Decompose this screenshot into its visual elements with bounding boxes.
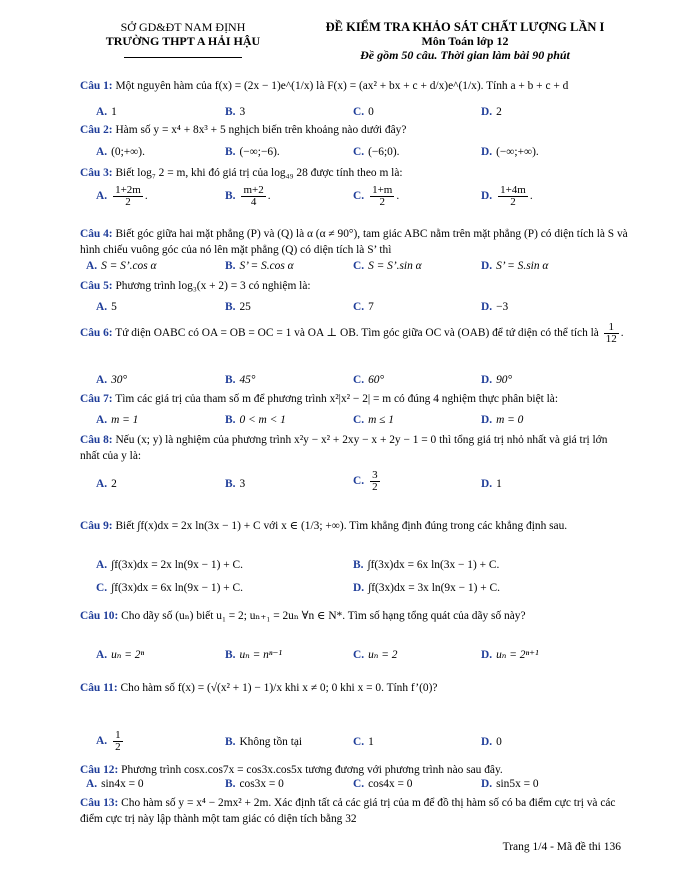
- option-label: B.: [225, 736, 236, 748]
- question-text: Tìm các giá trị của tham số m để phương trình x²|x² − 2| = m có đúng 4 nghiệm thực phân biệt là:: [115, 393, 559, 405]
- question-2: [80, 124, 628, 137]
- option-a[interactable]: [86, 259, 157, 273]
- question-13: [80, 795, 628, 827]
- exam-title: ĐỀ KIỂM TRA KHẢO SÁT CHẤT LƯỢNG LẦN I: [325, 20, 605, 34]
- option-text: 60°: [368, 374, 385, 386]
- option-label: D.: [481, 374, 493, 386]
- question-text: Biết góc giữa hai mặt phẳng (P) và (Q) là α (α ≠ 90°), tam giác ABC nằm trên mặt phẳng (P) có diện tích là S và hình chiếu vuông góc của nó lên mặt phẳng (Q) có diện tích là S’ thì: [80, 228, 628, 256]
- option-text: cos4x = 0: [368, 778, 413, 790]
- fraction-numerator: m+2: [243, 184, 264, 196]
- option-c[interactable]: [353, 777, 412, 791]
- question-text: Một nguyên hàm của f(x) = (2x − 1)e^(1/x) là F(x) = (ax² + bx + c + d/x)e^(1/x). Tính a + b + c + d: [115, 80, 569, 92]
- option-label: C.: [353, 146, 365, 158]
- option-text: S = S’.cos α: [101, 260, 157, 272]
- question-9: [80, 513, 628, 540]
- option-label: A.: [96, 190, 108, 203]
- option-text: 30°: [111, 374, 128, 386]
- option-text: S’ = S.cos α: [239, 260, 294, 272]
- option-text: 1: [111, 106, 117, 118]
- question-1: [80, 80, 628, 93]
- option-label: D.: [481, 106, 493, 118]
- option-b[interactable]: [225, 105, 245, 119]
- option-b[interactable]: [225, 300, 251, 314]
- option-a[interactable]: [96, 477, 117, 491]
- option-label: C.: [353, 106, 365, 118]
- question-label: Câu 6:: [80, 327, 113, 340]
- option-label: A.: [96, 146, 108, 158]
- option-b[interactable]: B. $\frac{m+2}{4}$ .: [225, 184, 271, 208]
- fraction-denominator: 12: [605, 333, 617, 345]
- option-a[interactable]: [96, 105, 117, 119]
- option-label: B.: [225, 478, 236, 490]
- option-text: (−6;0).: [368, 146, 400, 158]
- option-c[interactable]: [353, 735, 374, 749]
- question-label: Câu 5:: [80, 280, 113, 292]
- option-label: B.: [225, 414, 236, 426]
- option-fraction: [370, 185, 394, 208]
- option-label: C.: [353, 190, 365, 203]
- volume-fraction: [604, 322, 619, 345]
- question-text: Biết log₇ 2 = m, khi đó giá trị của log₄₉ 28 được tính theo m là:: [115, 167, 403, 179]
- option-b[interactable]: [225, 259, 294, 273]
- option-text: 45°: [239, 374, 256, 386]
- option-label: A.: [96, 414, 108, 426]
- option-label: C.: [353, 374, 365, 386]
- option-text: ∫f(3x)dx = 6x ln(9x − 1) + C.: [111, 582, 243, 594]
- question-text: Nếu (x; y) là nghiệm của phương trình x²y − x² + 2xy − x + 2y − 1 = 0 thì tổng giá trị nhỏ nhất và giá trị lớn nhất của y là:: [80, 434, 608, 462]
- option-label: C.: [353, 778, 365, 790]
- option-b[interactable]: [225, 413, 286, 427]
- option-text: 5: [111, 301, 117, 313]
- option-text: uₙ = 2ⁿ⁺¹: [496, 649, 539, 661]
- option-label: D.: [353, 582, 365, 594]
- option-text: 0: [496, 736, 502, 748]
- option-c[interactable]: [353, 259, 422, 273]
- option-b[interactable]: [225, 373, 255, 387]
- option-label: B.: [225, 146, 236, 158]
- question-3: [80, 167, 628, 180]
- option-label: C.: [353, 649, 365, 661]
- question-label: Câu 2:: [80, 124, 113, 136]
- option-label: C.: [353, 475, 365, 488]
- option-text: 0: [368, 106, 374, 118]
- option-text: sin5x = 0: [496, 778, 539, 790]
- option-a[interactable]: A. $\frac{1+2m}{2}$ .: [96, 184, 148, 208]
- question-6: Câu 6: Tứ diện OABC có OA = OB = OC = 1 và OA ⊥ OB. Tìm góc giữa OC và (OAB) để tứ diện có thể tích là $\frac{1}{12}$ .: [80, 321, 624, 345]
- question-text: Cho dãy số (uₙ) biết u₁ = 2; uₙ₊₁ = 2uₙ ∀n ∈ N*. Tìm số hạng tổng quát của dãy số này?: [121, 610, 526, 622]
- option-label: B.: [225, 260, 236, 272]
- option-text: (−∞;−6).: [239, 146, 280, 158]
- option-c[interactable]: [353, 145, 400, 159]
- option-c[interactable]: C. $\frac{1+m}{2}$ .: [353, 184, 400, 208]
- option-text: 2: [496, 106, 502, 118]
- question-label: Câu 8:: [80, 434, 113, 446]
- option-b[interactable]: [225, 477, 245, 491]
- question-label: Câu 1:: [80, 80, 113, 92]
- fraction-numerator: 1+2m: [115, 184, 141, 196]
- option-text: 3: [239, 106, 246, 118]
- option-text: sin4x = 0: [101, 778, 144, 790]
- option-fraction: [113, 730, 123, 753]
- page-footer: Trang 1/4 - Mã đề thi 136: [502, 841, 621, 853]
- fraction-denominator: 2: [125, 196, 131, 208]
- header-left: [78, 20, 288, 58]
- fraction-denominator: 4: [250, 196, 257, 208]
- option-text: ∫f(3x)dx = 6x ln(3x − 1) + C.: [367, 559, 500, 571]
- fraction-numerator: 1: [604, 322, 619, 334]
- option-d[interactable]: [481, 735, 502, 749]
- option-text: m ≤ 1: [368, 414, 394, 426]
- option-d[interactable]: D. $\frac{1+4m}{2}$ .: [481, 184, 533, 208]
- question-text: Tứ diện OABC có OA = OB = OC = 1 và OA ⊥ OB. Tìm góc giữa OC và (OAB) để tứ diện có thể tích là: [115, 327, 599, 340]
- option-label: B.: [225, 301, 236, 313]
- option-text: (−∞;+∞).: [496, 146, 539, 158]
- option-c[interactable]: [353, 105, 374, 119]
- option-label: B.: [225, 649, 236, 661]
- question-label: Câu 3:: [80, 167, 113, 179]
- option-text: S = S’.sin α: [368, 260, 422, 272]
- fraction-numerator: 1+m: [372, 184, 393, 196]
- option-label: D.: [481, 736, 493, 748]
- option-c[interactable]: [353, 648, 397, 662]
- option-label: C.: [353, 260, 365, 272]
- option-c[interactable]: [96, 581, 243, 595]
- option-c[interactable]: [353, 470, 382, 493]
- question-text: Phương trình cosx.cos7x = cos3x.cos5x tương đương với phương trình nào sau đây.: [121, 764, 503, 776]
- option-label: D.: [481, 190, 493, 203]
- option-d[interactable]: [481, 300, 508, 314]
- option-label: A.: [96, 649, 108, 661]
- option-a[interactable]: [96, 730, 125, 753]
- option-label: A.: [96, 106, 108, 118]
- option-label: A.: [96, 735, 108, 748]
- option-d[interactable]: [481, 413, 523, 427]
- option-b[interactable]: [225, 735, 302, 749]
- option-d[interactable]: [481, 777, 539, 791]
- department-name: SỞ GD&ĐT NAM ĐỊNH: [120, 20, 246, 34]
- option-text: 1: [496, 478, 502, 490]
- option-a[interactable]: [96, 145, 145, 159]
- option-text: Không tồn tại: [239, 736, 303, 748]
- question-label: Câu 9:: [80, 520, 113, 532]
- option-label: B.: [353, 559, 364, 571]
- option-b[interactable]: [225, 648, 282, 662]
- option-c[interactable]: [353, 413, 394, 427]
- question-label: Câu 10:: [80, 610, 119, 622]
- option-text: −3: [496, 301, 509, 313]
- option-label: C.: [353, 736, 365, 748]
- header-divider: [124, 57, 242, 58]
- option-a[interactable]: [86, 777, 144, 791]
- option-text: uₙ = nⁿ⁻¹: [239, 649, 282, 661]
- option-c[interactable]: [353, 300, 374, 314]
- option-label: A.: [86, 778, 98, 790]
- question-text: Biết ∫f(x)dx = 2x ln(3x − 1) + C với x ∈ (1/3; +∞). Tìm khẳng định đúng trong các khẳng định sau.: [115, 520, 568, 532]
- option-label: B.: [225, 778, 236, 790]
- option-text: m = 1: [111, 414, 139, 426]
- question-label: Câu 12:: [80, 764, 119, 776]
- option-text: S’ = S.sin α: [496, 260, 549, 272]
- option-d[interactable]: [481, 648, 538, 662]
- option-d[interactable]: [353, 581, 500, 595]
- option-fraction: [370, 470, 380, 493]
- school-name: TRƯỜNG THPT A HẢI HẬU: [105, 34, 261, 48]
- option-label: B.: [225, 190, 236, 203]
- question-8: [80, 432, 628, 464]
- option-a[interactable]: [96, 558, 243, 572]
- option-text: 2: [111, 478, 117, 490]
- option-label: D.: [481, 778, 493, 790]
- exam-info: Đề gồm 50 câu. Thời gian làm bài 90 phút: [360, 48, 570, 62]
- option-text: 0 < m < 1: [239, 414, 286, 426]
- option-c[interactable]: [353, 373, 384, 387]
- option-label: D.: [481, 301, 493, 313]
- option-d[interactable]: [481, 145, 539, 159]
- option-b[interactable]: [353, 558, 499, 572]
- fraction-denominator: 2: [510, 196, 516, 208]
- option-label: C.: [353, 301, 365, 313]
- option-fraction: [241, 185, 265, 208]
- option-label: A.: [96, 559, 108, 571]
- question-11: [80, 680, 628, 696]
- option-a[interactable]: [96, 413, 138, 427]
- question-4: [80, 226, 628, 258]
- option-label: B.: [225, 374, 236, 386]
- option-text: (0;+∞).: [111, 146, 145, 158]
- option-label: D.: [481, 146, 493, 158]
- question-label: Câu 7:: [80, 393, 113, 405]
- fraction-numerator: 1: [115, 729, 121, 741]
- question-label: Câu 4:: [80, 228, 113, 240]
- question-label: Câu 13:: [80, 797, 119, 809]
- option-a[interactable]: [96, 300, 117, 314]
- option-label: D.: [481, 414, 493, 426]
- option-text: ∫f(3x)dx = 3x ln(9x − 1) + C.: [368, 582, 500, 594]
- option-text: uₙ = 2ⁿ: [111, 649, 145, 661]
- option-d[interactable]: [481, 373, 512, 387]
- question-10: [80, 608, 628, 624]
- option-label: A.: [96, 478, 108, 490]
- fraction-numerator: 3: [372, 469, 378, 481]
- option-text: 7: [368, 301, 374, 313]
- question-12: [80, 764, 628, 777]
- option-label: D.: [481, 649, 493, 661]
- header-right: [300, 20, 630, 62]
- option-text: 90°: [496, 374, 513, 386]
- option-label: B.: [225, 106, 236, 118]
- option-b[interactable]: [225, 777, 284, 791]
- option-label: C.: [96, 582, 108, 594]
- question-text: Cho hàm số y = x⁴ − 2mx² + 2m. Xác định tất cả các giá trị của m để đồ thị hàm số có ba điểm cực trị và các điểm cực trị này lập thành một tam giác có diện tích bằng 32: [80, 797, 616, 825]
- fraction-denominator: 2: [379, 196, 385, 208]
- option-d[interactable]: [481, 259, 548, 273]
- fraction-numerator: 1+4m: [500, 184, 526, 196]
- option-fraction: [498, 185, 528, 208]
- option-text: m = 0: [496, 414, 524, 426]
- question-5: [80, 280, 628, 293]
- option-label: A.: [96, 374, 108, 386]
- option-b[interactable]: [225, 145, 280, 159]
- fraction-denominator: 2: [115, 741, 121, 753]
- option-d[interactable]: [481, 477, 502, 491]
- option-fraction: [113, 185, 143, 208]
- question-text: Cho hàm số f(x) = (√(x² + 1) − 1)/x khi x ≠ 0; 0 khi x = 0. Tính f’(0)?: [120, 682, 438, 694]
- question-text: Phương trình log₃(x + 2) = 3 có nghiệm là:: [115, 280, 311, 292]
- option-a[interactable]: [96, 373, 127, 387]
- option-text: 3: [239, 478, 246, 490]
- option-label: D.: [481, 478, 493, 490]
- option-a[interactable]: [96, 648, 144, 662]
- exam-subject: Môn Toán lớp 12: [421, 34, 509, 48]
- option-label: A.: [86, 260, 98, 272]
- option-d[interactable]: [481, 105, 502, 119]
- fraction-denominator: 2: [372, 481, 378, 493]
- option-text: uₙ = 2: [368, 649, 398, 661]
- option-text: cos3x = 0: [239, 778, 284, 790]
- question-label: Câu 11:: [80, 682, 118, 694]
- question-7: [80, 393, 628, 406]
- question-text: Hàm số y = x⁴ + 8x³ + 5 nghịch biến trên khoảng nào dưới đây?: [115, 124, 407, 136]
- option-text: 1: [368, 736, 374, 748]
- option-text: 25: [239, 301, 251, 313]
- option-label: C.: [353, 414, 365, 426]
- option-text: ∫f(3x)dx = 2x ln(9x − 1) + C.: [111, 559, 243, 571]
- option-label: A.: [96, 301, 108, 313]
- option-label: D.: [481, 260, 493, 272]
